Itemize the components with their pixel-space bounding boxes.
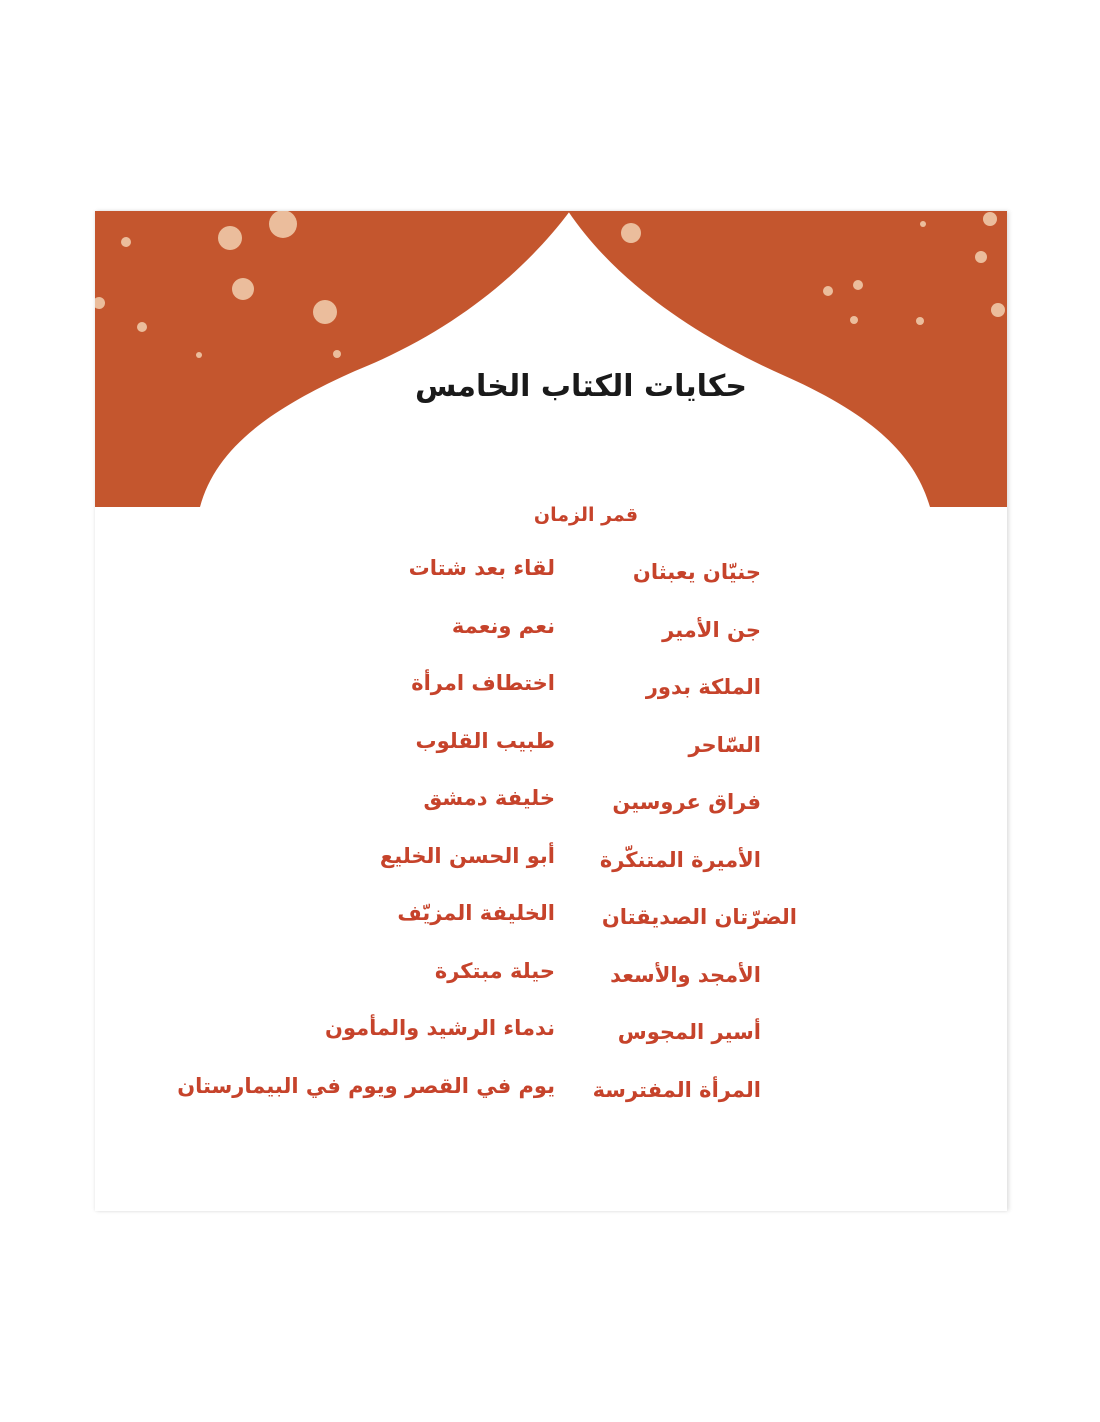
story-title: جنيّان يعبثان [632, 560, 761, 584]
story-title: ندماء الرشيد والمأمون [325, 1016, 555, 1040]
stories-list [95, 551, 1007, 1131]
story-title: نعم ونعمة [451, 614, 555, 638]
story-title: يوم في القصر ويوم في البيمارستان [177, 1074, 555, 1098]
story-title: المرأة المفترسة [592, 1078, 761, 1102]
story-title: الأمجد والأسعد [610, 963, 761, 987]
story-title: أبو الحسن الخليع [379, 844, 555, 868]
story-title: اختطاف امرأة [411, 671, 555, 695]
story-title: الخليفة المزيّف [397, 901, 555, 925]
story-title: الأميرة المتنكّرة [599, 848, 761, 872]
section-title: قمر الزمان [533, 504, 639, 526]
book-title: حكايات الكتاب الخامس [415, 369, 747, 404]
story-title: الضرّتان الصديقتان [601, 905, 797, 929]
story-title: السّاحر [688, 733, 761, 757]
story-title: حيلة مبتكرة [434, 959, 555, 983]
story-title: خليفة دمشق [423, 786, 555, 810]
story-title: فراق عروسين [612, 790, 761, 814]
dome-header-illustration [95, 211, 1007, 511]
right-curtain-shape [568, 211, 1007, 507]
story-title: الملكة بدور [645, 675, 761, 699]
story-title: لقاء بعد شتات [408, 556, 555, 580]
story-title: جن الأمير [662, 618, 761, 642]
story-title: أسير المجوس [617, 1020, 761, 1044]
left-curtain-shape [95, 211, 570, 507]
story-title: طبيب القلوب [415, 729, 555, 753]
book-page [95, 211, 1007, 1211]
